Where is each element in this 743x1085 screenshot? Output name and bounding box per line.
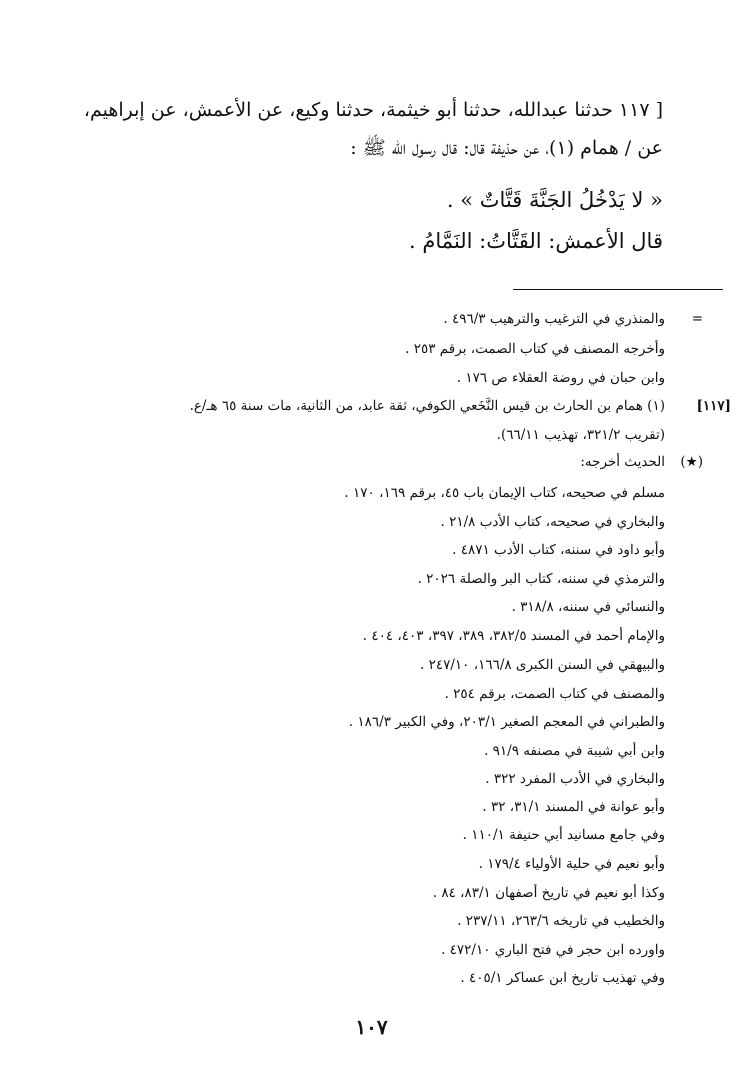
footnote-line: وابن حبان في روضة العقلاء ص ١٧٦ . — [456, 370, 665, 386]
star-heading: الحديث أخرجه: — [580, 454, 665, 470]
page-number: ١٠٧ — [355, 1015, 388, 1039]
hadith-matn: « لا يَدْخُلُ الجَنَّةَ قَتَّاتٌ » . — [446, 188, 663, 212]
source-line: والبيهقي في السنن الكبرى ١٦٦/٨، ٢٤٧/١٠ . — [420, 657, 665, 673]
hadith-isnad-line-2: عن / همام (١)، عن حذيفة قال: قال رسول الله ﷺ : — [350, 137, 663, 159]
source-line: وابن أبي شيبة في مصنفه ٩١/٩ . — [484, 743, 665, 759]
continuation-marker: = — [691, 311, 703, 327]
hadith-isnad-line-1: [ ١١٧ حدثنا عبدالله، حدثنا أبو خيثمة، حدثنا وكيع، عن الأعمش، عن إبراهيم، — [83, 99, 663, 121]
source-line: والإمام أحمد في المسند ٣٨٢/٥، ٣٨٩، ٣٩٧، ٤٠٣، ٤٠٤ . — [362, 628, 665, 644]
note-117-marker: [١١٧] — [696, 398, 731, 414]
source-line: والطبراني في المعجم الصغير ٢٠٣/١، وفي الكبير ١٨٦/٣ . — [348, 714, 665, 730]
source-line: وفي جامع مسانيد أبي حنيفة ١١٠/١ . — [462, 827, 665, 843]
source-line: وأبو داود في سننه، كتاب الأدب ٤٨٧١ . — [452, 542, 665, 558]
source-line: مسلم في صحيحه، كتاب الإيمان باب ٤٥، برقم ١٦٩، ١٧٠ . — [344, 485, 665, 501]
source-line: وفي تهذيب تاريخ ابن عساكر ٤٠٥/١ . — [460, 970, 665, 986]
star-marker: (★) — [680, 454, 703, 470]
source-line: واورده ابن حجر في فتح الباري ٤٧٢/١٠ . — [441, 942, 665, 958]
source-line: وكذا أبو نعيم في تاريخ أصفهان ٨٣/١، ٨٤ . — [432, 885, 665, 901]
note-117-line-1: (١) همام بن الحارث بن قيس النَّخَعي الكوفي، ثقة عابد، من الثانية، مات سنة ٦٥ هـ/ع. — [189, 398, 665, 414]
hadith-commentary: قال الأعمش: القَتَّاتُ: النَمَّامُ . — [409, 229, 663, 253]
note-117-line-2: (تقريب ٣٢١/٢، تهذيب ٦٦/١١). — [496, 427, 665, 443]
footnote-line: والمنذري في الترغيب والترهيب ٤٩٦/٣ . — [443, 311, 665, 327]
source-line: والخطيب في تاريخه ٢٦٣/٦، ٢٣٧/١١ . — [457, 913, 665, 929]
source-line: والمصنف في كتاب الصمت، برقم ٢٥٤ . — [444, 686, 665, 702]
source-line: والبخاري في الأدب المفرد ٣٢٢ . — [485, 771, 665, 787]
source-line: والنسائي في سننه، ٣١٨/٨ . — [511, 599, 665, 615]
footnote-line: وأخرجه المصنف في كتاب الصمت، برقم ٢٥٣ . — [405, 341, 665, 357]
source-line: وأبو عوانة في المسند ٣١/١، ٣٢ . — [482, 799, 665, 815]
source-line: والترمذي في سننه، كتاب البر والصلة ٢٠٢٦ . — [417, 571, 665, 587]
footnote-separator — [513, 289, 723, 290]
source-line: والبخاري في صحيحه، كتاب الأدب ٢١/٨ . — [440, 514, 665, 530]
source-line: وأبو نعيم في حلية الأولياء ١٧٩/٤ . — [478, 856, 665, 872]
